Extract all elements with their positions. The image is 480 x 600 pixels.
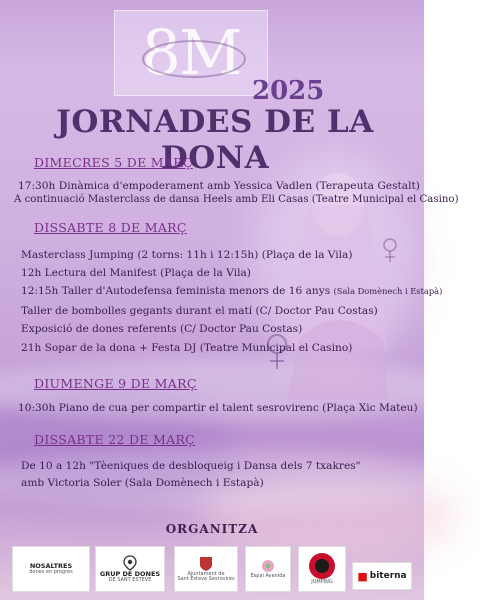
event-line: De 10 a 12h "Tèeniques de desbloqueig i Dansa dels 7 txakres" (21, 460, 361, 472)
day-heading: DIUMENGE 9 DE MARÇ (34, 376, 197, 391)
page-title: JORNADES DE LA DONA (56, 104, 374, 176)
event-line: 17:30h Dinàmica d'empoderament amb Yessica Vadlen (Terapeuta Gestalt) (18, 180, 420, 192)
event-line: Taller de bombolles gegants durant el matí (C/ Doctor Pau Costas) (21, 305, 378, 317)
location-pin-icon (123, 555, 137, 571)
logo-name: JUMPING (311, 579, 333, 586)
event-line: Exposició de dones referents (C/ Doctor Pau Costas) (21, 323, 303, 335)
event-line: 10:30h Piano de cua per compartir el talent sesrovirenc (Plaça Xic Mateu) (18, 402, 418, 414)
logo-name: NOSALTRES (29, 561, 73, 570)
jumping-logo (298, 546, 346, 592)
logo-name: biterna (369, 570, 407, 581)
event-text: 12:15h Taller d'Autodefensa feminista menors de 16 anys (21, 285, 331, 297)
event-line (21, 285, 442, 297)
logo-subtitle: Sant Esteve Sesrovires (177, 576, 235, 582)
jumping-badge-icon (308, 552, 336, 580)
nosaltres-logo (12, 546, 90, 592)
logo-name: GRUP DE DONES (99, 569, 161, 578)
event-line: amb Victoria Soler (Sala Domènech i Estapà) (21, 477, 264, 489)
year: 2025 (252, 76, 325, 106)
logo-name: Espai Avenida (250, 573, 286, 580)
coat-of-arms-icon (199, 556, 213, 572)
day-heading: DIMECRES 5 DE MARÇ (34, 155, 193, 170)
logo-name: Ajuntament de (187, 570, 225, 577)
organizers-title: ORGANITZA (165, 522, 259, 536)
flower-icon (259, 558, 277, 574)
event-line: 21h Sopar de la dona + Festa DJ (Teatre Municipal el Casino) (21, 342, 353, 354)
biterna-logo (352, 562, 412, 590)
biterna-mark-icon: ■ (357, 569, 368, 583)
event-line: 12h Lectura del Manifest (Plaça de la Vila) (21, 267, 251, 279)
espai-avenida-logo (245, 546, 291, 592)
event-line: Masterclass Jumping (2 torns: 11h i 12:15h) (Plaça de la Vila) (21, 249, 353, 261)
logo-subtitle: DE SANT ESTEVE (108, 576, 152, 583)
eye-icon (142, 40, 246, 78)
logo-subtitle: dones en progrés (29, 568, 73, 575)
8m-logo-text: 8M (141, 16, 241, 89)
event-venue-note: (Sala Domènech i Estapà) (333, 286, 443, 296)
day-heading: DISSABTE 8 DE MARÇ (34, 220, 187, 235)
day-heading: DISSABTE 22 DE MARÇ (34, 432, 196, 447)
ajuntament-logo (174, 546, 238, 592)
event-line: A continuació Masterclass de dansa Heels amb Eli Casas (Teatre Municipal el Casino) (14, 194, 459, 205)
grup-dones-logo (95, 546, 165, 592)
